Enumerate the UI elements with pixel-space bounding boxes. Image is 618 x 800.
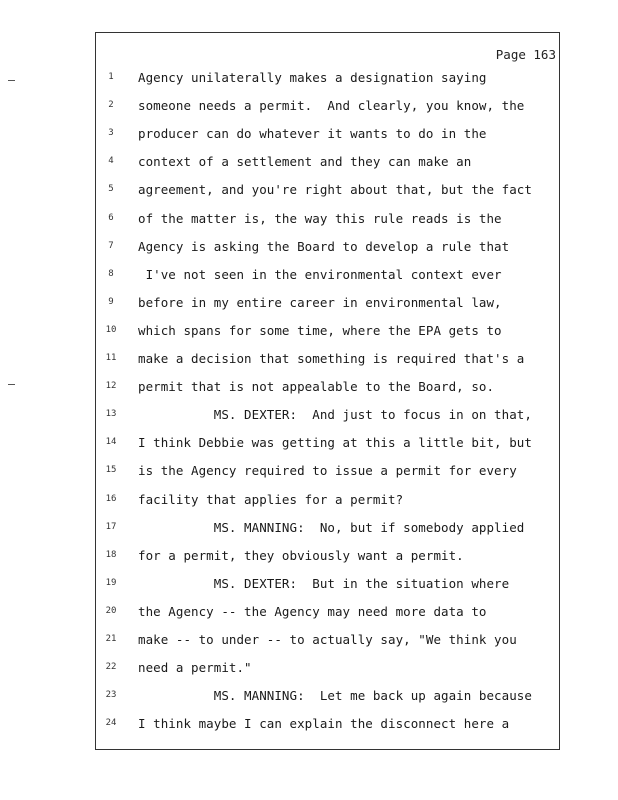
- transcript-line: MS. DEXTER: And just to focus in on that,: [138, 407, 532, 423]
- transcript-line: is the Agency required to issue a permit for every: [138, 463, 517, 479]
- transcript-line: facility that applies for a permit?: [138, 491, 404, 507]
- line-number: 21: [105, 634, 117, 644]
- transcript-line: MS. MANNING: Let me back up again because: [138, 688, 532, 704]
- line-number: 22: [105, 662, 117, 673]
- line-number: 17: [105, 521, 117, 532]
- transcript-line: the Agency -- the Agency may need more data to: [138, 603, 487, 619]
- margin-tick: [8, 80, 15, 81]
- line-number: 12: [105, 381, 117, 392]
- line-number: 8: [108, 268, 114, 279]
- line-number: 5: [108, 184, 114, 195]
- line-number: 2: [108, 100, 114, 111]
- transcript-line: for a permit, they obviously want a permit.: [138, 547, 464, 563]
- transcript-line: agreement, and you're right about that, but the fact: [138, 182, 532, 198]
- line-number: 24: [105, 718, 117, 729]
- transcript-line: MS. MANNING: No, but if somebody applied: [138, 519, 525, 535]
- line-number: 3: [108, 128, 114, 139]
- transcript-line: which spans for some time, where the EPA gets to: [138, 322, 502, 338]
- transcript-line: someone needs a permit. And clearly, you know, the: [138, 98, 525, 114]
- transcript-line: of the matter is, the way this rule reads is the: [138, 210, 502, 226]
- transcript-line: Agency unilaterally makes a designation saying: [138, 70, 487, 85]
- transcript-line: permit that is not appealable to the Board, so.: [138, 379, 495, 395]
- line-number: 4: [108, 156, 114, 167]
- line-number: 23: [105, 690, 117, 701]
- transcript-line: producer can do whatever it wants to do in the: [138, 126, 487, 142]
- transcript-line: I think maybe I can explain the disconnect here a: [138, 716, 510, 732]
- transcript-line: before in my entire career in environmental law,: [138, 294, 502, 310]
- line-number: 18: [105, 549, 117, 560]
- transcript-line: I've not seen in the environmental context ever: [138, 266, 502, 282]
- transcript-line: I think Debbie was getting at this a little bit, but: [138, 435, 532, 451]
- line-number: 16: [105, 493, 117, 504]
- line-number: 15: [105, 465, 117, 476]
- line-number: 1: [108, 72, 114, 82]
- transcript-line: need a permit.": [138, 660, 252, 676]
- line-number: 10: [105, 324, 117, 335]
- line-number: 14: [105, 437, 117, 448]
- transcript-line: make -- to under -- to actually say, "We think you: [138, 632, 517, 647]
- line-number: 13: [105, 409, 117, 420]
- transcript-line: context of a settlement and they can make an: [138, 154, 472, 170]
- line-number: 19: [105, 577, 117, 588]
- transcript-line: Agency is asking the Board to develop a rule that: [138, 238, 510, 254]
- transcript-line: make a decision that something is required that's a: [138, 351, 525, 366]
- transcript-line: MS. DEXTER: But in the situation where: [138, 575, 510, 591]
- line-number: 6: [108, 212, 114, 223]
- page-number: Page 163: [495, 47, 556, 62]
- line-number: 20: [105, 605, 117, 616]
- margin-tick: [8, 384, 15, 385]
- line-number: 11: [105, 353, 117, 363]
- line-number: 9: [108, 296, 114, 307]
- line-number: 7: [108, 240, 114, 251]
